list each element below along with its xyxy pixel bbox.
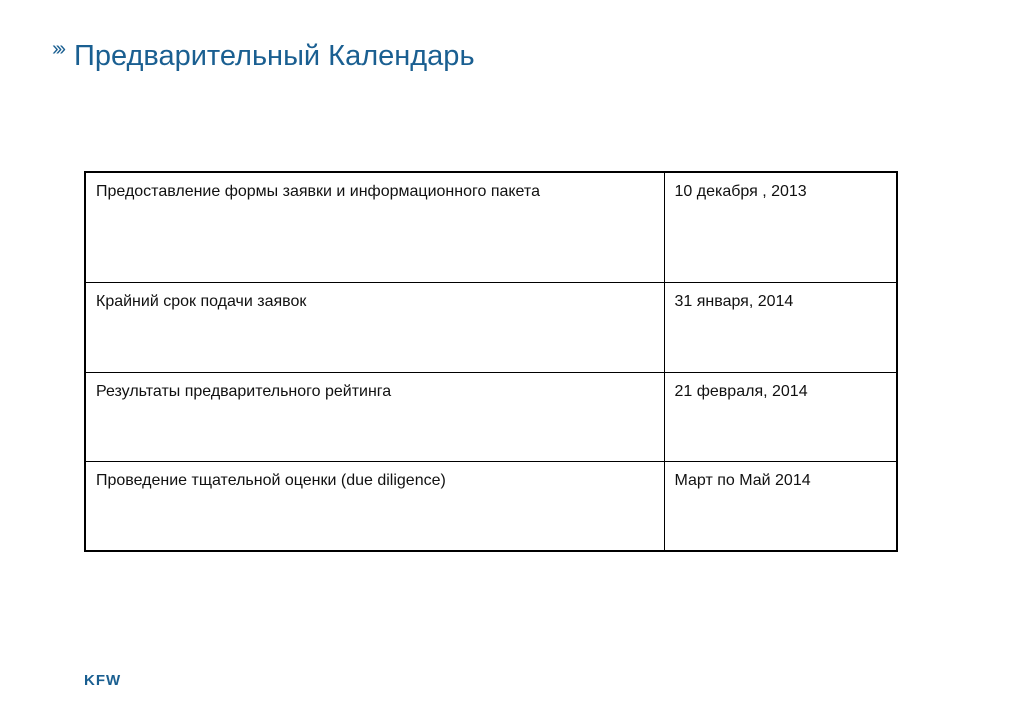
title-text: Предварительный Календарь bbox=[73, 40, 475, 72]
event-cell: Предоставление формы заявки и информационного пакета bbox=[85, 172, 664, 283]
table-row bbox=[85, 172, 897, 283]
table-row bbox=[85, 373, 897, 462]
date-cell: 10 декабря , 2013 bbox=[664, 172, 897, 283]
table-row bbox=[85, 283, 897, 373]
schedule-table bbox=[84, 171, 898, 552]
event-cell: Проведение тщательной оценки (due diligence) bbox=[85, 462, 664, 552]
event-cell: Крайний срок подачи заявок bbox=[85, 283, 664, 373]
kfw-logo: KFW bbox=[84, 672, 122, 689]
page-title bbox=[52, 40, 475, 80]
date-cell: Март по Май 2014 bbox=[664, 462, 897, 552]
table-row bbox=[85, 462, 897, 552]
date-cell: 21 февраля, 2014 bbox=[664, 373, 897, 462]
event-cell: Результаты предварительного рейтинга bbox=[85, 373, 664, 462]
date-cell: 31 января, 2014 bbox=[664, 283, 897, 373]
chevron-marker-icon: ››› bbox=[52, 38, 63, 60]
